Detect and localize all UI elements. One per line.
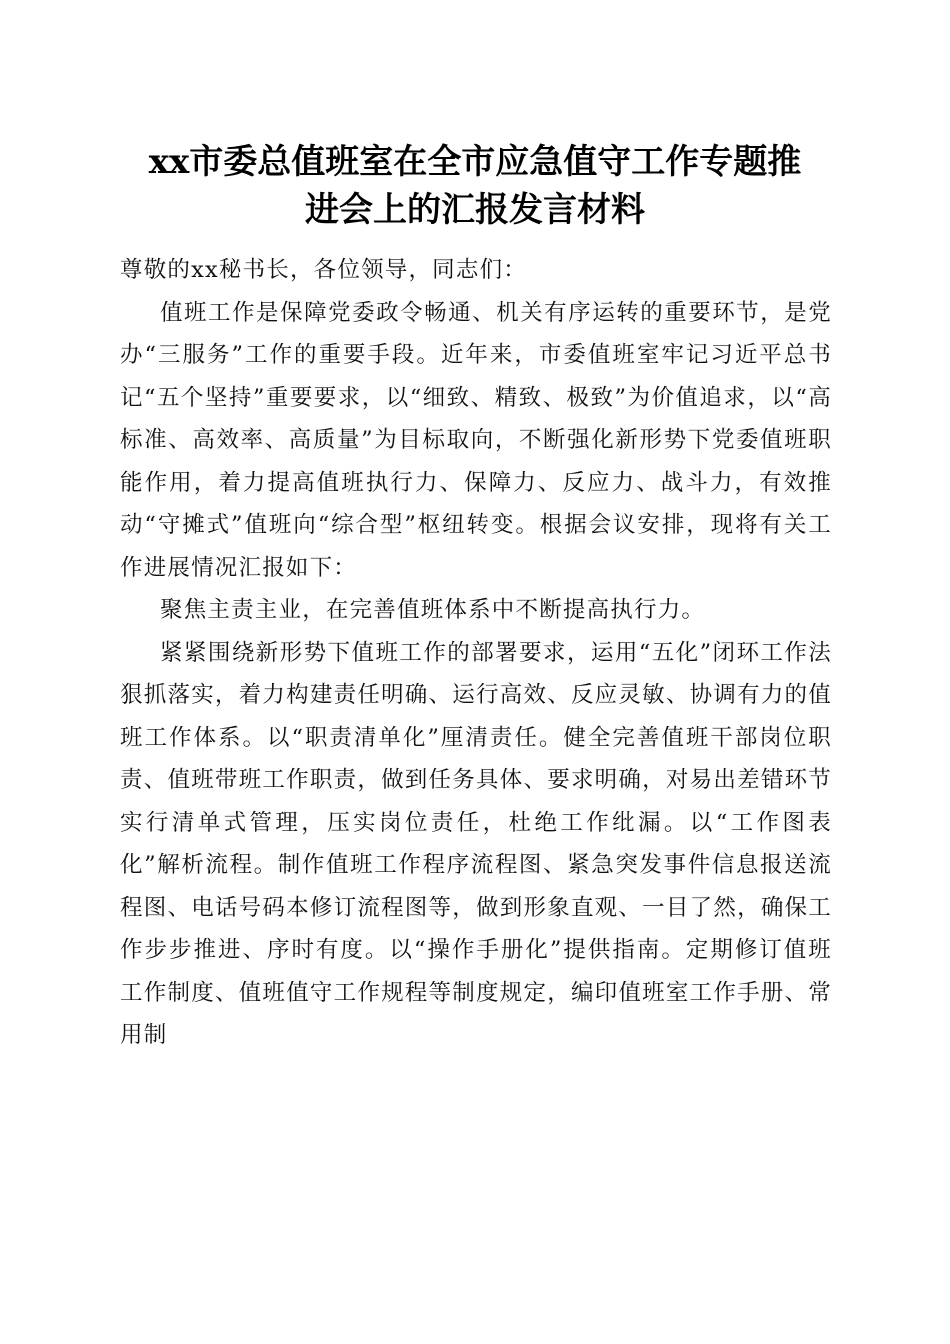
paragraph-body-1: 紧紧围绕新形势下值班工作的部署要求，运用“五化”闭环工作法狠抓落实，着力构建责任明确、运行高效、反应灵敏、协调有力的值班工作体系。以“职责清单化”厘清责任。健全完善值班干部岗位职责、值班带班工作职责，做到任务具体、要求明确，对易出差错环节实行清单式管理，压实岗位责任，杜绝工作纰漏。以“工作图表化”解析流程。制作值班工作程序流程图、紧急突发事件信息报送流程图、电话号码本修订流程图等，做到形象直观、一目了然，确保工作步步推进、序时有度。以“操作手册化”提供指南。定期修订值班工作制度、值班值守工作规程等制度规定，编印值班室工作手册、常用制: [120, 639, 832, 1048]
title-line-2: 进会上的汇报发言材料: [305, 190, 645, 230]
salutation: 尊敬的xx秘书长，各位领导，同志们：: [120, 257, 527, 283]
document-body: [120, 249, 832, 1057]
title-line-1: xx市委总值班室在全市应急值守工作专题推: [148, 142, 802, 182]
paragraph-heading-1: 聚焦主责主业，在完善值班体系中不断提高执行力。: [160, 597, 706, 623]
paragraph-intro: 值班工作是保障党委政令畅通、机关有序运转的重要环节，是党办“三服务”工作的重要手段。近年来，市委值班室牢记习近平总书记“五个坚持”重要要求，以“细致、精致、极致”为价值追求，以“高标准、高效率、高质量”为目标取向，不断强化新形势下党委值班职能作用，着力提高值班执行力、保障力、反应力、战斗力，有效推动“守摊式”值班向“综合型”枢纽转变。根据会议安排，现将有关工作进展情况汇报如下：: [120, 299, 832, 581]
document-title: [110, 138, 840, 234]
